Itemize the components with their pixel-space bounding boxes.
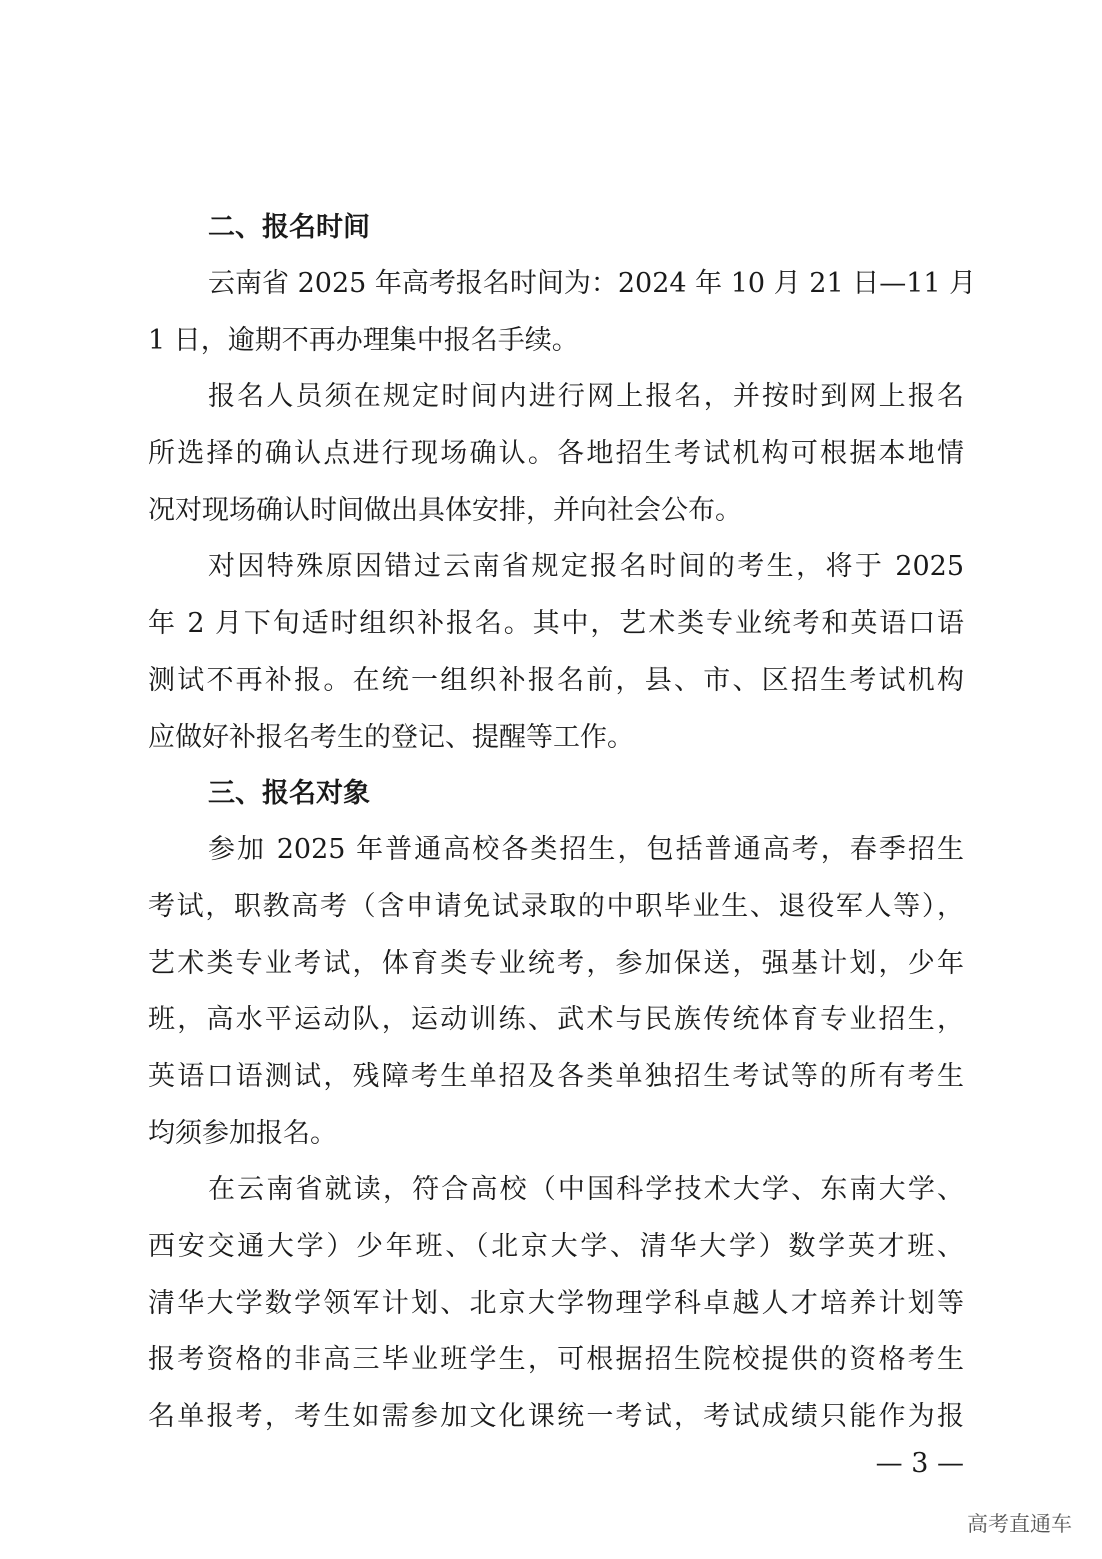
text-line: 报名人员须在规定时间内进行网上报名，并按时到网上报名 [208,381,964,413]
text-line: 西安交通大学）少年班、（北京大学、清华大学）数学英才班、 [148,1231,964,1262]
watermark: 高考直通车 [967,1512,1072,1536]
text-line: 艺术类专业考试，体育类专业统考，参加保送，强基计划，少年 [148,947,964,979]
text-line: 在云南省就读，符合高校（中国科学技术大学、东南大学、 [208,1174,964,1206]
text-line: 报考资格的非高三毕业班学生，可根据招生院校提供的资格考生 [148,1344,964,1376]
page-number: — 3 — [875,1448,964,1479]
section-heading-registration-time: 二、报名时间 [208,212,370,243]
paragraph-online-registration [148,369,964,539]
paragraph-registration-period [148,256,977,369]
text-line: 应做好补报名考生的登记、提醒等工作。 [148,721,634,753]
document-body [148,200,977,1446]
text-line: 况对现场确认时间做出具体安排，并向社会公布。 [148,494,742,526]
text-line: 测试不再补报。在统一组织补报名前，县、市、区招生考试机构 [148,664,964,696]
text-line: 云南省 2025 年高考报名时间为：2024 年 10 月 21 日—11 月 [208,268,977,299]
text-line: 清华大学数学领军计划、北京大学物理学科卓越人才培养计划等 [148,1287,964,1319]
section-heading-registration-target: 三、报名对象 [208,778,370,810]
text-line: 1 日，逾期不再办理集中报名手续。 [148,324,579,356]
paragraph-eligible-candidates [148,822,964,1162]
text-line: 所选择的确认点进行现场确认。各地招生考试机构可根据本地情 [148,438,964,470]
text-line: 参加 2025 年普通高校各类招生，包括普通高考，春季招生 [208,834,964,866]
text-line: 年 2 月下旬适时组织补报名。其中，艺术类专业统考和英语口语 [148,608,964,640]
text-line: 英语口语测试，残障考生单招及各类单独招生考试等的所有考生 [148,1060,964,1092]
text-line: 班，高水平运动队，运动训练、武术与民族传统体育专业招生， [148,1004,964,1036]
text-line: 考试，职教高考（含申请免试录取的中职毕业生、退役军人等）， [148,890,964,922]
text-line: 对因特殊原因错过云南省规定报名时间的考生，将于 2025 [208,551,964,583]
paragraph-late-registration [148,539,964,766]
text-line: 名单报考，考生如需参加文化课统一考试，考试成绩只能作为报 [148,1401,964,1433]
paragraph-gifted-programs [148,1162,964,1445]
text-line: 均须参加报名。 [148,1117,337,1149]
